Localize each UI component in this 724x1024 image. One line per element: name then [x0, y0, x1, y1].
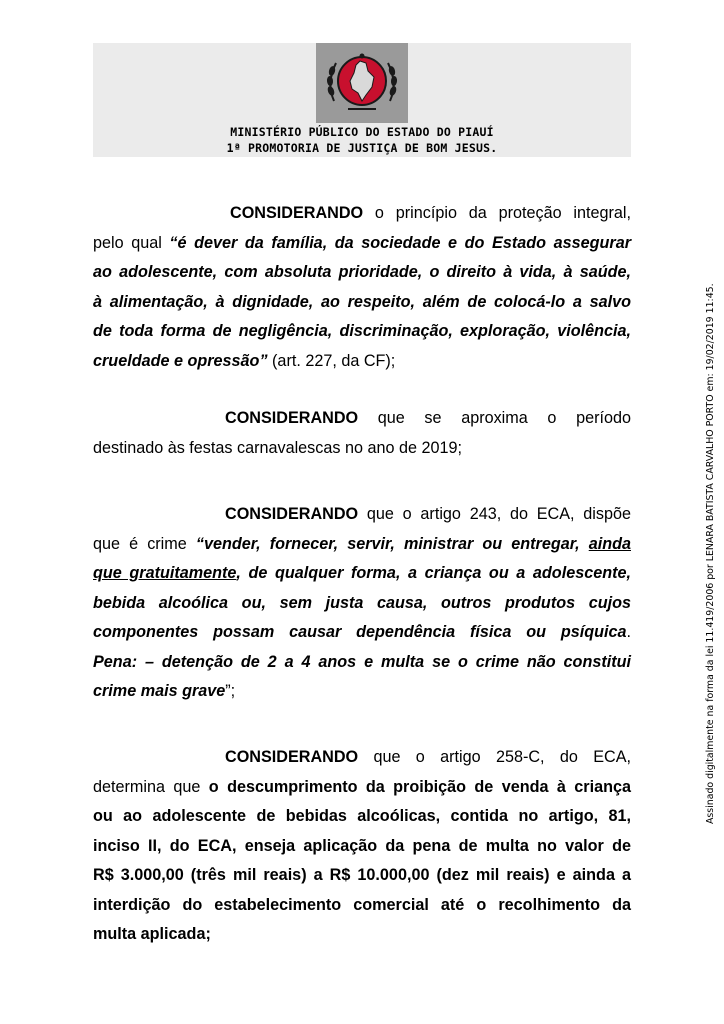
- text-run: R$ 3.000,00 (três mil reais) a R$ 10.000,00 (dez mil reais) e ainda a: [93, 866, 631, 884]
- text-line: [93, 404, 631, 434]
- text-line: [93, 258, 631, 288]
- text-line: [93, 802, 631, 832]
- paragraph-protecao-integral: [93, 199, 631, 376]
- text-run: que gratuitamente: [93, 564, 237, 582]
- text-line: [93, 199, 631, 229]
- text-run: determina que: [93, 777, 209, 796]
- text-run: inciso II, do ECA, enseja aplicação da pena de multa no valor de: [93, 836, 631, 855]
- text-run: (art. 227, da CF);: [267, 351, 396, 370]
- text-line: [93, 861, 631, 891]
- text-run: que é crime: [93, 534, 196, 553]
- text-line: [93, 317, 631, 347]
- text-run: CONSIDERANDO: [225, 748, 359, 766]
- text-run: que o artigo 243, do ECA, dispõe: [358, 505, 631, 523]
- text-line: [93, 589, 631, 619]
- text-line: [93, 530, 631, 560]
- text-line: [93, 648, 631, 678]
- text-line: [93, 743, 631, 773]
- text-run: interdição do estabelecimento comercial até o recolhimento da: [93, 895, 631, 914]
- text-run: “vender, fornecer, servir, ministrar ou entregar,: [195, 534, 589, 553]
- text-run: ou ao adolescente de bebidas alcoólicas, contida no artigo, 81,: [93, 807, 631, 825]
- text-line: [93, 559, 631, 589]
- text-line: [93, 891, 631, 921]
- text-line: [93, 434, 631, 464]
- text-line: [93, 347, 631, 377]
- text-line: [93, 288, 631, 318]
- text-line: [93, 500, 631, 530]
- text-line: [93, 920, 631, 950]
- text-line: [93, 618, 631, 648]
- text-run: CONSIDERANDO: [225, 505, 359, 523]
- text-run: CONSIDERANDO: [225, 409, 359, 427]
- paragraph-carnaval: [93, 404, 631, 463]
- text-run: crueldade e opressão”: [93, 351, 268, 370]
- text-run: .: [626, 623, 631, 641]
- org-name: MINISTÉRIO PÚBLICO DO ESTADO DO PIAUÍ: [230, 125, 494, 139]
- text-run: ainda: [588, 534, 631, 553]
- text-run: à alimentação, à dignidade, ao respeito, além de colocá-lo a salvo: [93, 292, 631, 311]
- digital-signature-note: [705, 184, 717, 824]
- text-run: que o artigo 258-C, do ECA,: [358, 748, 631, 766]
- text-line: [93, 229, 631, 259]
- text-run: crime mais grave: [93, 682, 226, 700]
- text-run: multa aplicada;: [93, 925, 211, 943]
- text-run: ao adolescente, com absoluta prioridade, o direito à vida, à saúde,: [93, 263, 631, 281]
- text-run: bebida alcoólica ou, sem justa causa, outros produtos cujos: [93, 593, 631, 612]
- paragraph-artigo-243: [93, 500, 631, 707]
- text-line: [93, 773, 631, 803]
- text-line: [93, 832, 631, 862]
- text-run: o descumprimento da proibição de venda à criança: [208, 777, 631, 796]
- text-run: Pena: – detenção de 2 a 4 anos e multa se o crime não constitui: [93, 652, 631, 671]
- text-run: pelo qual: [93, 233, 170, 252]
- text-run: o princípio da proteção integral,: [363, 204, 631, 222]
- paragraph-artigo-258c: [93, 743, 631, 950]
- text-run: destinado às festas carnavalescas no ano de 2019;: [93, 438, 462, 457]
- text-run: , de qualquer forma, a criança ou a adolescente,: [236, 564, 631, 582]
- text-run: de toda forma de negligência, discriminação, exploração, violência,: [93, 322, 631, 340]
- text-run: CONSIDERANDO: [230, 204, 364, 222]
- text-run: ”;: [225, 682, 236, 700]
- text-run: que se aproxima o período: [358, 409, 631, 427]
- text-line: [93, 677, 631, 707]
- text-run: componentes possam causar dependência física ou psíquica: [93, 623, 627, 641]
- signature-text: Assinado digitalmente na forma da lei 11.419/2006 por LENARA BATISTA CARVALHO PORTO em: 19/02/2019 11:45.: [705, 283, 716, 824]
- text-run: “é dever da família, da sociedade e do Estado assegurar: [169, 233, 631, 252]
- state-seal-icon: [316, 43, 408, 123]
- org-department: 1ª PROMOTORIA DE JUSTIÇA DE BOM JESUS.: [226, 141, 498, 155]
